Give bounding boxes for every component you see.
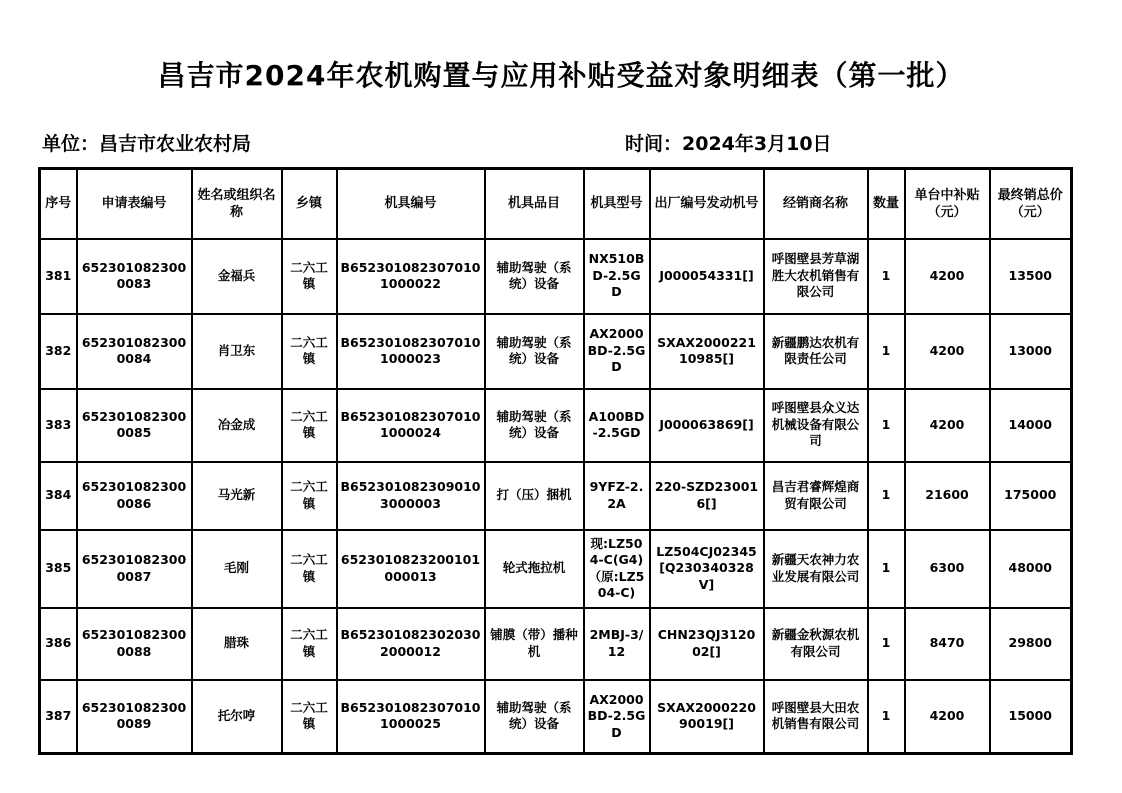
cell-factory-engine-no: SXAX200022090019[] xyxy=(650,680,764,754)
cell-machine-model: A100BD-2.5GD xyxy=(584,389,650,462)
header-application-no: 申请表编号 xyxy=(77,169,192,239)
cell-unit-subsidy: 4200 xyxy=(905,239,990,314)
cell-machine-category: 辅助驾驶（系统）设备 xyxy=(485,680,584,754)
cell-application-no: 6523010823000087 xyxy=(77,530,192,608)
cell-application-no: 6523010823000083 xyxy=(77,239,192,314)
cell-seq: 385 xyxy=(40,530,77,608)
cell-factory-engine-no: 220-SZD230016[] xyxy=(650,462,764,530)
cell-unit-subsidy: 4200 xyxy=(905,389,990,462)
cell-machine-category: 打（压）捆机 xyxy=(485,462,584,530)
cell-name-or-org: 金福兵 xyxy=(192,239,282,314)
cell-dealer-name: 新疆天农神力农业发展有限公司 xyxy=(764,530,868,608)
cell-machine-no: 6523010823200101000013 xyxy=(337,530,485,608)
cell-township: 二六工镇 xyxy=(282,680,337,754)
header-machine-no: 机具编号 xyxy=(337,169,485,239)
cell-factory-engine-no: SXAX200022110985[] xyxy=(650,314,764,389)
header-township: 乡镇 xyxy=(282,169,337,239)
cell-quantity: 1 xyxy=(868,608,905,680)
cell-machine-model: 现:LZ504-C(G4)（原:LZ504-C) xyxy=(584,530,650,608)
header-seq: 序号 xyxy=(40,169,77,239)
page-title: 昌吉市2024年农机购置与应用补贴受益对象明细表（第一批） xyxy=(157,59,965,92)
cell-unit-subsidy: 4200 xyxy=(905,314,990,389)
cell-township: 二六工镇 xyxy=(282,608,337,680)
cell-factory-engine-no: J000063869[] xyxy=(650,389,764,462)
cell-final-total-price: 13500 xyxy=(990,239,1072,314)
cell-seq: 383 xyxy=(40,389,77,462)
cell-machine-no: B6523010823070101000022 xyxy=(337,239,485,314)
cell-machine-model: 9YFZ-2.2A xyxy=(584,462,650,530)
table-row xyxy=(40,680,1072,754)
table-header-row xyxy=(40,169,1072,239)
cell-application-no: 6523010823000089 xyxy=(77,680,192,754)
cell-factory-engine-no: J000054331[] xyxy=(650,239,764,314)
header-machine-model: 机具型号 xyxy=(584,169,650,239)
header-final-total-price: 最终销总价（元） xyxy=(990,169,1072,239)
cell-machine-category: 辅助驾驶（系统）设备 xyxy=(485,239,584,314)
cell-final-total-price: 15000 xyxy=(990,680,1072,754)
cell-seq: 382 xyxy=(40,314,77,389)
cell-machine-category: 铺膜（带）播种机 xyxy=(485,608,584,680)
cell-township: 二六工镇 xyxy=(282,462,337,530)
header-dealer-name: 经销商名称 xyxy=(764,169,868,239)
header-machine-category: 机具品目 xyxy=(485,169,584,239)
cell-quantity: 1 xyxy=(868,389,905,462)
cell-machine-no: B6523010823070101000024 xyxy=(337,389,485,462)
cell-final-total-price: 29800 xyxy=(990,608,1072,680)
cell-application-no: 6523010823000085 xyxy=(77,389,192,462)
cell-dealer-name: 昌吉君睿辉煌商贸有限公司 xyxy=(764,462,868,530)
cell-dealer-name: 呼图壁县众义达机械设备有限公司 xyxy=(764,389,868,462)
table-row xyxy=(40,239,1072,314)
cell-final-total-price: 48000 xyxy=(990,530,1072,608)
cell-name-or-org: 腊珠 xyxy=(192,608,282,680)
cell-factory-engine-no: CHN23QJ312002[] xyxy=(650,608,764,680)
cell-final-total-price: 13000 xyxy=(990,314,1072,389)
cell-quantity: 1 xyxy=(868,314,905,389)
cell-application-no: 6523010823000084 xyxy=(77,314,192,389)
cell-final-total-price: 175000 xyxy=(990,462,1072,530)
cell-name-or-org: 冶金成 xyxy=(192,389,282,462)
cell-machine-no: B6523010823070101000025 xyxy=(337,680,485,754)
cell-unit-subsidy: 4200 xyxy=(905,680,990,754)
cell-machine-no: B6523010823020302000012 xyxy=(337,608,485,680)
cell-machine-model: AX2000BD-2.5GD xyxy=(584,680,650,754)
header-name-or-org: 姓名或组织名称 xyxy=(192,169,282,239)
cell-seq: 386 xyxy=(40,608,77,680)
cell-township: 二六工镇 xyxy=(282,389,337,462)
table-row xyxy=(40,462,1072,530)
cell-machine-category: 辅助驾驶（系统）设备 xyxy=(485,314,584,389)
date-label: 时间：2024年3月10日 xyxy=(625,133,832,155)
cell-quantity: 1 xyxy=(868,680,905,754)
cell-machine-category: 轮式拖拉机 xyxy=(485,530,584,608)
cell-machine-category: 辅助驾驶（系统）设备 xyxy=(485,389,584,462)
cell-unit-subsidy: 21600 xyxy=(905,462,990,530)
cell-seq: 387 xyxy=(40,680,77,754)
cell-application-no: 6523010823000088 xyxy=(77,608,192,680)
cell-machine-model: 2MBJ-3/12 xyxy=(584,608,650,680)
header-factory-engine-no: 出厂编号发动机号 xyxy=(650,169,764,239)
cell-township: 二六工镇 xyxy=(282,530,337,608)
cell-machine-no: B6523010823070101000023 xyxy=(337,314,485,389)
cell-dealer-name: 新疆鹏达农机有限责任公司 xyxy=(764,314,868,389)
cell-unit-subsidy: 6300 xyxy=(905,530,990,608)
table-row xyxy=(40,530,1072,608)
meta-row xyxy=(42,129,1082,155)
table-row xyxy=(40,608,1072,680)
subsidy-table xyxy=(38,167,1073,755)
cell-machine-model: AX2000BD-2.5GD xyxy=(584,314,650,389)
header-quantity: 数量 xyxy=(868,169,905,239)
cell-township: 二六工镇 xyxy=(282,314,337,389)
header-unit-subsidy: 单台中补贴（元） xyxy=(905,169,990,239)
cell-name-or-org: 肖卫东 xyxy=(192,314,282,389)
cell-quantity: 1 xyxy=(868,530,905,608)
cell-name-or-org: 毛刚 xyxy=(192,530,282,608)
cell-machine-model: NX510BD-2.5GD xyxy=(584,239,650,314)
table-row xyxy=(40,389,1072,462)
cell-final-total-price: 14000 xyxy=(990,389,1072,462)
cell-township: 二六工镇 xyxy=(282,239,337,314)
cell-machine-no: B6523010823090103000003 xyxy=(337,462,485,530)
cell-quantity: 1 xyxy=(868,239,905,314)
cell-name-or-org: 托尔哼 xyxy=(192,680,282,754)
cell-dealer-name: 呼图壁县大田农机销售有限公司 xyxy=(764,680,868,754)
cell-unit-subsidy: 8470 xyxy=(905,608,990,680)
cell-application-no: 6523010823000086 xyxy=(77,462,192,530)
cell-dealer-name: 呼图壁县芳草湖胜大农机销售有限公司 xyxy=(764,239,868,314)
unit-label: 单位：昌吉市农业农村局 xyxy=(42,133,252,155)
cell-dealer-name: 新疆金秋源农机有限公司 xyxy=(764,608,868,680)
cell-seq: 381 xyxy=(40,239,77,314)
cell-name-or-org: 马光新 xyxy=(192,462,282,530)
table-row xyxy=(40,314,1072,389)
cell-seq: 384 xyxy=(40,462,77,530)
cell-factory-engine-no: LZ504CJ02345[Q230340328V] xyxy=(650,530,764,608)
cell-quantity: 1 xyxy=(868,462,905,530)
